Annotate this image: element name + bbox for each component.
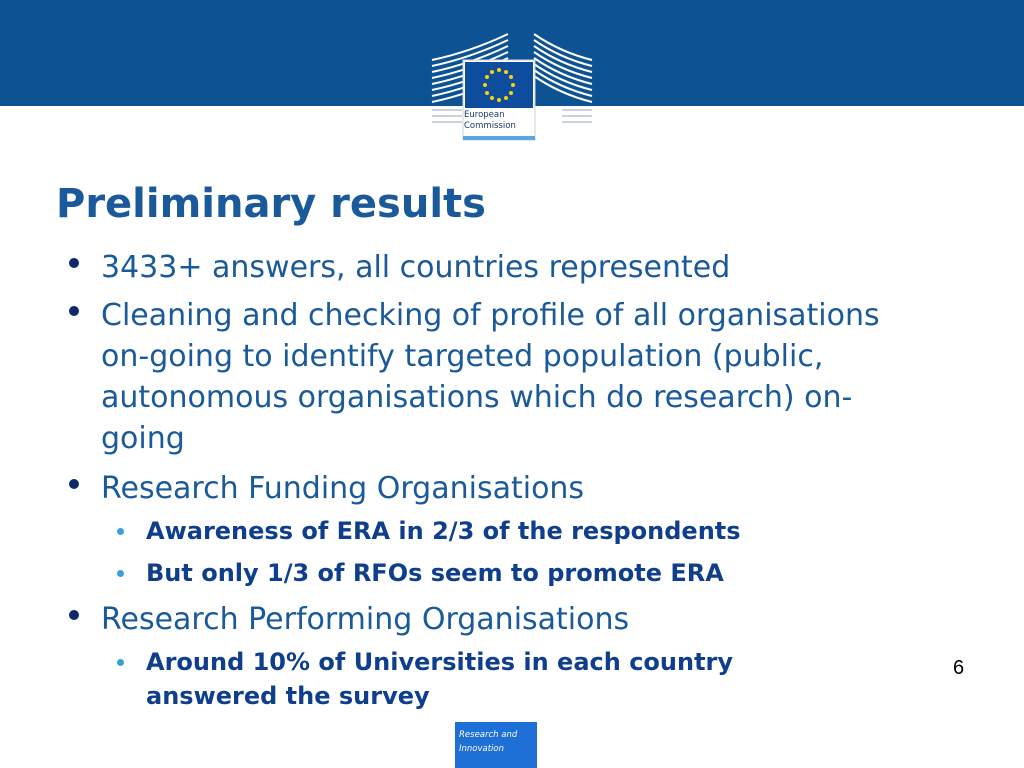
research-innovation-badge [455, 722, 537, 768]
bullet-item: Cleaning and checking of profile of all organisations on-going to identify targeted population (public, autonomous organisations which do research) on-going [101, 298, 880, 456]
bullet-dot [69, 258, 79, 268]
logo-line-1: European [464, 110, 505, 120]
badge-text [459, 728, 535, 756]
bullet-dot [69, 610, 79, 620]
badge-line-1: Research and [459, 730, 518, 740]
page-number: 6 [953, 657, 965, 679]
bullet-dot [69, 479, 79, 489]
bullet-item: Research Performing Organisations [101, 602, 630, 637]
sub-bullet-item: Awareness of ERA in 2/3 of the respondents [146, 517, 741, 545]
badge-line-2: Innovation [459, 744, 505, 754]
logo-line-2: Commission [464, 121, 516, 131]
sub-bullet-item: But only 1/3 of RFOs seem to promote ERA [146, 559, 724, 587]
sub-bullet-item: Around 10% of Universities in each country answered the survey [146, 648, 734, 710]
sub-bullet-dot [117, 659, 124, 666]
sub-bullet-dot [117, 528, 124, 535]
bullet-item: 3433+ answers, all countries represented [101, 250, 731, 285]
bullet-item: Research Funding Organisations [101, 471, 585, 506]
bullet-dot [69, 306, 79, 316]
sub-bullet-dot [117, 570, 124, 577]
slide-title: Preliminary results [56, 181, 486, 227]
